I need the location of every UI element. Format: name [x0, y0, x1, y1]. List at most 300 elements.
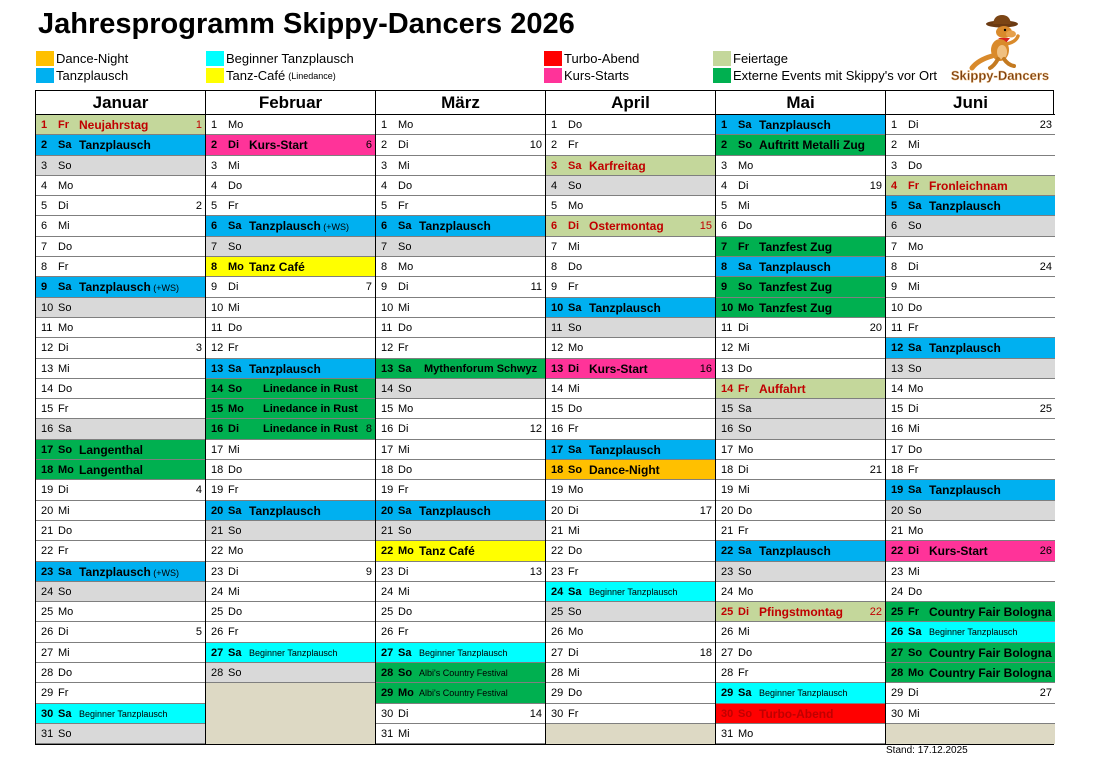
day-number: 17	[891, 443, 904, 456]
weekday-label: Fr	[738, 382, 749, 395]
day-row	[716, 399, 885, 419]
week-number: 20	[869, 321, 882, 334]
day-number: 19	[41, 484, 54, 497]
day-row	[546, 135, 715, 155]
weekday-label: Fr	[398, 484, 409, 497]
month-column	[376, 91, 546, 744]
weekday-label: Mo	[738, 727, 754, 740]
weekday-label: Sa	[398, 220, 412, 233]
day-number: 26	[211, 626, 224, 639]
day-row	[36, 460, 205, 480]
weekday-label: Sa	[58, 423, 72, 436]
weekday-label: So	[568, 464, 583, 477]
day-number: 6	[721, 220, 728, 233]
day-row	[36, 602, 205, 622]
day-row	[886, 440, 1055, 460]
day-number: 5	[721, 200, 728, 213]
day-row	[36, 196, 205, 216]
event-label: Tanzplausch	[759, 260, 831, 275]
weekday-label: Di	[58, 200, 69, 213]
weekday-label: Do	[398, 606, 413, 619]
day-number: 18	[381, 464, 394, 477]
day-row	[886, 582, 1055, 602]
day-row	[716, 298, 885, 318]
weekday-label: Di	[58, 484, 69, 497]
day-number: 3	[551, 159, 558, 172]
weekday-label: Mi	[908, 139, 920, 152]
day-number: 14	[211, 382, 224, 395]
day-number: 26	[41, 626, 54, 639]
day-row	[376, 257, 545, 277]
weekday-label: Di	[398, 423, 409, 436]
day-row	[716, 318, 885, 338]
weekday-label: So	[738, 281, 753, 294]
day-number: 20	[211, 504, 224, 517]
weekday-label: Di	[908, 261, 919, 274]
day-number: 2	[211, 139, 218, 152]
day-number: 3	[211, 159, 218, 172]
day-row	[206, 277, 375, 297]
day-number: 14	[381, 382, 394, 395]
day-row	[546, 237, 715, 257]
day-number: 1	[891, 119, 898, 131]
event-label: Tanzplausch	[759, 544, 831, 559]
day-row	[206, 480, 375, 500]
day-number: 20	[721, 504, 734, 517]
day-row	[36, 298, 205, 318]
weekday-label: Sa	[398, 362, 412, 375]
weekday-label: Do	[908, 159, 923, 172]
day-number: 24	[41, 585, 54, 598]
week-number: 16	[699, 362, 712, 375]
weekday-label: Mo	[908, 524, 924, 537]
day-row	[36, 338, 205, 358]
day-row	[376, 318, 545, 338]
weekday-label: Di	[568, 646, 579, 659]
weekday-label: Fr	[908, 179, 919, 192]
weekday-label: Fr	[908, 464, 919, 477]
weekday-label: Fr	[228, 342, 239, 355]
weekday-label: Mi	[58, 504, 70, 517]
event-label: Tanz Café	[249, 260, 305, 275]
event-label: Tanzplausch	[589, 300, 661, 315]
weekday-label: Do	[58, 382, 73, 395]
svg-text:Skippy-Dancers: Skippy-Dancers	[950, 68, 1050, 83]
event-label: Tanzfest Zug	[759, 280, 833, 295]
day-number: 19	[551, 484, 564, 497]
day-number: 28	[211, 667, 224, 680]
event-label: Kurs-Start	[589, 361, 648, 376]
weekday-label: Sa	[228, 362, 242, 375]
weekday-label: Mo	[398, 687, 414, 700]
event-label: Tanzplausch	[929, 341, 1001, 356]
day-row	[36, 379, 205, 399]
legend-item	[36, 50, 128, 67]
day-number: 12	[381, 342, 394, 355]
day-row	[716, 277, 885, 297]
weekday-label: So	[908, 646, 923, 659]
weekday-label: Di	[568, 362, 579, 375]
day-row	[206, 379, 375, 399]
weekday-label: Sa	[228, 504, 242, 517]
week-number: 27	[1039, 687, 1052, 700]
day-number: 3	[891, 159, 898, 172]
day-number: 27	[41, 646, 54, 659]
weekday-label: Mi	[398, 727, 410, 740]
day-number: 28	[381, 667, 394, 680]
day-row	[206, 216, 375, 236]
day-number: 4	[211, 179, 218, 192]
weekday-label: So	[58, 301, 72, 314]
event-label: Linedance in Rust	[263, 423, 358, 436]
event-note: (+WS)	[150, 283, 180, 294]
weekday-label: Di	[58, 626, 69, 639]
day-number: 24	[891, 585, 904, 598]
day-number: 12	[721, 342, 734, 355]
day-number: 21	[721, 524, 734, 537]
day-row	[546, 318, 715, 338]
weekday-label: Do	[568, 687, 583, 700]
day-number: 28	[551, 667, 564, 680]
empty-cell	[206, 724, 375, 744]
weekday-label: Mi	[568, 667, 580, 680]
weekday-label: So	[228, 240, 242, 253]
event-label: Tanzfest Zug	[759, 300, 833, 315]
day-row	[716, 480, 885, 500]
day-number: 15	[891, 403, 904, 416]
day-number: 2	[381, 139, 388, 152]
weekday-label: Mo	[398, 403, 414, 416]
weekday-label: Sa	[738, 119, 752, 131]
weekday-label: Di	[738, 606, 749, 619]
day-number: 12	[211, 342, 224, 355]
weekday-label: Mi	[568, 240, 580, 253]
event-label: Mythenforum Schwyz	[424, 362, 538, 375]
day-row	[376, 399, 545, 419]
day-row	[716, 501, 885, 521]
weekday-label: Mo	[908, 667, 924, 680]
legend-item	[713, 50, 788, 67]
day-row	[546, 440, 715, 460]
weekday-label: Di	[398, 139, 409, 152]
day-row	[206, 663, 375, 683]
day-row	[376, 156, 545, 176]
day-row	[716, 643, 885, 663]
weekday-label: So	[908, 504, 922, 517]
day-row	[206, 582, 375, 602]
day-number: 9	[721, 281, 728, 294]
day-number: 22	[551, 545, 564, 558]
week-number: 11	[530, 281, 542, 294]
day-row	[716, 663, 885, 683]
day-row	[546, 115, 715, 135]
day-number: 16	[381, 423, 394, 436]
event-label: Fronleichnam	[929, 178, 1008, 193]
weekday-label: So	[398, 667, 413, 680]
day-row	[206, 196, 375, 216]
day-number: 24	[381, 585, 394, 598]
month-header: Januar	[36, 91, 205, 115]
weekday-label: Mo	[228, 403, 244, 416]
day-row	[376, 359, 545, 379]
day-row	[376, 622, 545, 642]
day-number: 27	[891, 646, 904, 659]
weekday-label: Mo	[228, 545, 244, 558]
day-row	[206, 460, 375, 480]
day-row	[546, 704, 715, 724]
day-row	[546, 298, 715, 318]
weekday-label: Fr	[228, 484, 239, 497]
day-number: 8	[891, 261, 898, 274]
day-number: 14	[41, 382, 54, 395]
weekday-label: Mi	[398, 585, 410, 598]
day-number: 29	[551, 687, 564, 700]
event-label: Linedance in Rust	[263, 403, 358, 416]
week-number: 21	[869, 464, 882, 477]
day-number: 8	[41, 261, 48, 274]
legend-swatch	[544, 68, 562, 83]
day-number: 13	[41, 362, 54, 375]
empty-cell	[546, 724, 715, 744]
day-row	[376, 521, 545, 541]
event-label: Tanzplausch	[249, 503, 321, 518]
day-row	[546, 643, 715, 663]
weekday-label: So	[398, 382, 412, 395]
day-number: 16	[41, 423, 54, 436]
day-number: 31	[41, 727, 54, 740]
weekday-label: Di	[228, 423, 239, 436]
weekday-label: Mo	[738, 443, 754, 456]
day-number: 24	[721, 585, 734, 598]
week-number: 10	[529, 139, 542, 152]
weekday-label: Sa	[58, 707, 72, 720]
month-header: Februar	[206, 91, 375, 115]
weekday-label: Do	[738, 646, 753, 659]
event-label: Beginner Tanzplausch	[249, 647, 338, 658]
day-number: 25	[551, 606, 564, 619]
weekday-label: So	[228, 667, 242, 680]
day-number: 8	[211, 261, 218, 274]
week-number: 15	[699, 220, 712, 233]
day-number: 2	[41, 139, 48, 152]
day-row	[206, 338, 375, 358]
day-row	[36, 277, 205, 297]
event-label: Auffahrt	[759, 381, 806, 396]
day-row	[36, 176, 205, 196]
weekday-label: Sa	[738, 687, 752, 700]
weekday-label: Di	[398, 565, 409, 578]
day-number: 17	[551, 443, 564, 456]
event-label: Tanzplausch	[249, 361, 321, 376]
day-row	[376, 501, 545, 521]
day-row	[376, 602, 545, 622]
weekday-label: Sa	[58, 565, 72, 578]
day-row	[886, 135, 1055, 155]
day-row	[376, 338, 545, 358]
day-row	[546, 176, 715, 196]
day-row	[206, 643, 375, 663]
weekday-label: Mi	[568, 524, 580, 537]
day-number: 9	[41, 281, 48, 294]
day-number: 20	[41, 504, 54, 517]
day-number: 29	[721, 687, 734, 700]
day-number: 8	[381, 261, 388, 274]
legend-swatch	[206, 51, 224, 66]
day-number: 5	[891, 200, 898, 213]
weekday-label: Mi	[908, 423, 920, 436]
day-row	[886, 176, 1055, 196]
weekday-label: Fr	[568, 281, 579, 294]
day-number: 27	[211, 646, 224, 659]
legend-label: Turbo-Abend	[564, 51, 640, 66]
day-number: 5	[41, 200, 48, 213]
weekday-label: Mi	[738, 342, 750, 355]
event-label: Ostermontag	[589, 219, 664, 234]
day-number: 18	[211, 464, 224, 477]
legend-label: Tanz-Café	[226, 68, 286, 83]
day-number: 17	[721, 443, 734, 456]
empty-cell	[206, 683, 375, 703]
weekday-label: Do	[58, 667, 73, 680]
day-number: 26	[551, 626, 564, 639]
weekday-label: Do	[398, 321, 413, 334]
day-number: 10	[41, 301, 54, 314]
event-label: Tanzplausch	[419, 503, 491, 518]
day-number: 19	[891, 484, 904, 497]
week-number: 22	[869, 606, 882, 619]
day-row	[886, 460, 1055, 480]
weekday-label: So	[738, 139, 753, 152]
weekday-label: Mi	[228, 301, 240, 314]
weekday-label: Fr	[398, 626, 409, 639]
legend-note: (Linedance)	[288, 70, 336, 81]
legend-item	[36, 67, 128, 84]
day-number: 11	[551, 321, 563, 334]
week-number: 9	[365, 565, 372, 578]
weekday-label: Mo	[738, 585, 754, 598]
legend-label: Feiertage	[733, 51, 788, 66]
day-row	[36, 663, 205, 683]
day-row	[206, 440, 375, 460]
weekday-label: Mi	[398, 443, 410, 456]
weekday-label: Fr	[738, 524, 749, 537]
day-row	[716, 379, 885, 399]
day-number: 2	[551, 139, 558, 152]
weekday-label: Fr	[568, 707, 579, 720]
day-row	[206, 521, 375, 541]
weekday-label: So	[58, 585, 72, 598]
weekday-label: Fr	[228, 200, 239, 213]
weekday-label: Do	[228, 606, 243, 619]
day-number: 15	[551, 403, 564, 416]
day-row	[376, 298, 545, 318]
weekday-label: Sa	[908, 484, 922, 497]
legend-label: Beginner Tanzplausch	[226, 51, 354, 66]
weekday-label: Do	[738, 220, 753, 233]
day-row	[546, 216, 715, 236]
weekday-label: Mi	[738, 626, 750, 639]
week-number: 18	[699, 646, 712, 659]
day-row	[886, 521, 1055, 541]
weekday-label: Do	[908, 585, 923, 598]
weekday-label: Mi	[908, 565, 920, 578]
legend-swatch	[544, 51, 562, 66]
day-number: 17	[41, 443, 54, 456]
day-row	[206, 237, 375, 257]
day-row	[886, 196, 1055, 216]
event-label: Langenthal	[79, 442, 144, 457]
day-number: 5	[211, 200, 218, 213]
weekday-label: Mi	[398, 301, 410, 314]
day-number: 12	[551, 342, 564, 355]
weekday-label: So	[568, 179, 582, 192]
day-number: 8	[551, 261, 558, 274]
weekday-label: Mo	[568, 626, 584, 639]
weekday-label: Mi	[58, 362, 70, 375]
weekday-label: Mo	[228, 261, 244, 274]
day-row	[546, 683, 715, 703]
weekday-label: Mi	[228, 585, 240, 598]
weekday-label: Di	[568, 220, 579, 233]
week-number: 6	[365, 139, 372, 152]
weekday-label: Fr	[398, 200, 409, 213]
weekday-label: Do	[568, 545, 583, 558]
day-number: 30	[891, 707, 904, 720]
weekday-label: Sa	[228, 646, 242, 659]
day-row	[546, 602, 715, 622]
day-number: 1	[721, 119, 728, 131]
day-row	[376, 663, 545, 683]
day-row	[546, 541, 715, 561]
weekday-label: Mo	[908, 382, 924, 395]
weekday-label: Do	[398, 179, 413, 192]
event-label: Tanzfest Zug	[759, 239, 833, 254]
week-number: 14	[529, 707, 542, 720]
day-number: 17	[211, 443, 224, 456]
day-number: 23	[41, 565, 54, 578]
weekday-label: Di	[908, 545, 919, 558]
weekday-label: Di	[568, 504, 579, 517]
day-row	[716, 237, 885, 257]
day-number: 13	[211, 362, 224, 375]
weekday-label: So	[908, 220, 922, 233]
day-row	[886, 338, 1055, 358]
weekday-label: Mo	[58, 464, 74, 477]
day-number: 9	[551, 281, 558, 294]
day-number: 29	[41, 687, 54, 700]
event-label: Tanzplausch	[589, 442, 661, 457]
weekday-label: Fr	[58, 687, 69, 700]
event-label: Tanz Café	[419, 544, 475, 559]
event-label: Country Fair Bologna	[929, 645, 1052, 660]
weekday-label: Fr	[738, 667, 749, 680]
day-number: 15	[211, 403, 224, 416]
day-number: 1	[551, 119, 558, 131]
day-number: 22	[41, 545, 54, 558]
weekday-label: Do	[228, 464, 243, 477]
day-row	[886, 277, 1055, 297]
day-number: 26	[891, 626, 904, 639]
weekday-label: Mo	[908, 240, 924, 253]
day-number: 23	[211, 565, 224, 578]
day-number: 29	[381, 687, 394, 700]
day-row	[36, 622, 205, 642]
day-number: 4	[551, 179, 558, 192]
day-row	[716, 176, 885, 196]
weekday-label: Di	[908, 687, 919, 700]
day-row	[36, 440, 205, 460]
day-number: 7	[891, 240, 898, 253]
